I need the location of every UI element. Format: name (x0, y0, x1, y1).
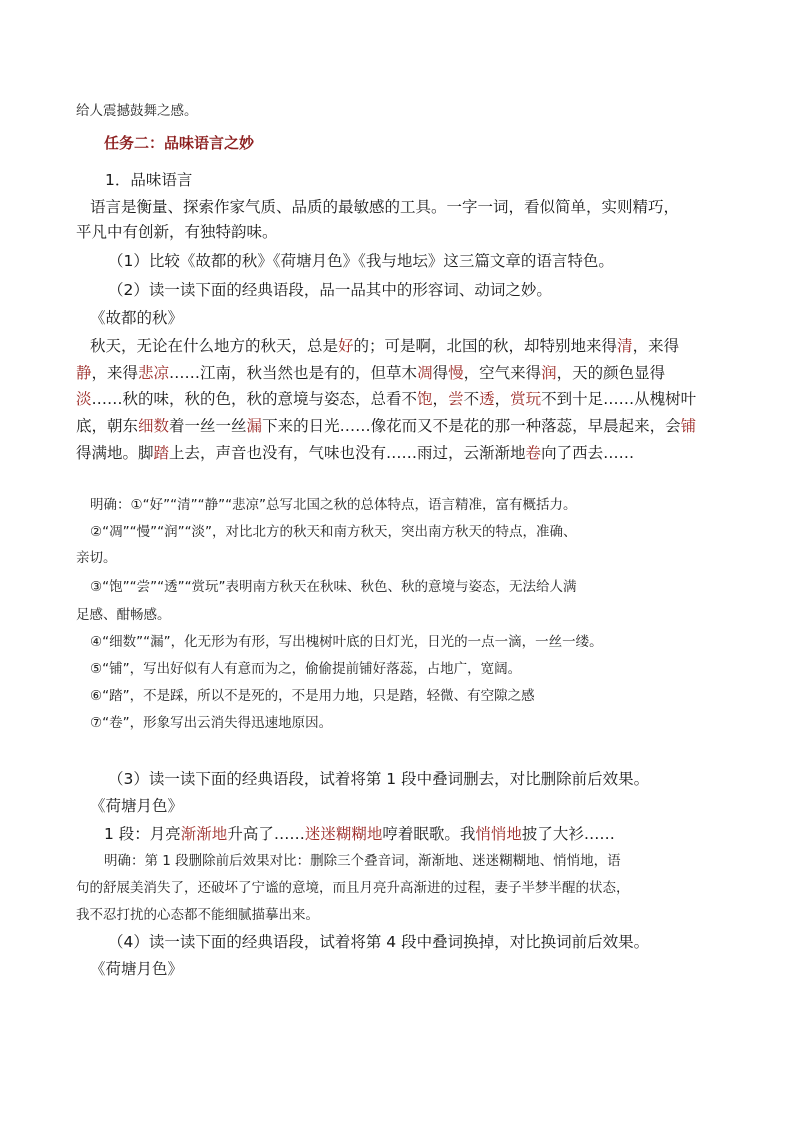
highlight-word: 透 (479, 390, 495, 408)
text: 底，朝东 (76, 417, 139, 435)
highlight-word: 悲凉 (138, 364, 170, 382)
highlight-word: 饱 (417, 390, 433, 408)
text: 上去，声音也没有，气味也没有……雨过，云渐渐地 (169, 444, 526, 462)
hetang-paragraph-1 (104, 824, 615, 844)
clarify-hetang-line-1: 明确：第 1 段删除前后效果对比：删除三个叠音词，渐渐地、迷迷糊糊地、悄悄地，语 (104, 853, 621, 869)
text: ，空气来得 (463, 364, 542, 382)
highlight-word: 润 (541, 364, 557, 382)
text: 秋天，无论在什么地方的秋天，总是 (90, 337, 339, 355)
gudu-line-2 (76, 363, 665, 383)
highlight-word: 漏 (246, 417, 263, 435)
text: 下来的日光……像花而又不是花的那一种落蕊，早晨起来，会 (262, 417, 681, 435)
clarify-hetang-line-2: 句的舒展美消失了，还破坏了宁谧的意境，而且月亮升高渐进的过程，妻子半梦半醒的状态， (76, 880, 630, 896)
highlight-word: 渐渐地 (180, 825, 228, 843)
text: ……江南，秋当然也是有的，但草木 (169, 364, 418, 382)
highlight-word: 清 (617, 337, 633, 355)
text: ，天的颜色显得 (556, 364, 666, 382)
text: ， (432, 390, 449, 408)
gudu-line-3 (76, 389, 696, 409)
clarify-2a: ②“凋”“慢”“润”“淡”，对比北方的秋天和南方秋天，突出南方秋天的特点，准确、 (90, 524, 577, 540)
text: 得满地。脚 (76, 444, 154, 462)
gudu-line-1 (90, 336, 679, 356)
highlight-word: 细数 (138, 417, 170, 435)
section-1-title: 1．品味语言 (105, 171, 193, 189)
clarify-2b: 亲切。 (76, 550, 117, 566)
highlight-word: 踏 (153, 444, 170, 462)
text: 升高了…… (227, 825, 305, 843)
text: 着一丝一丝 (169, 417, 247, 435)
question-4: （4）读一读下面的经典语段，试着将第 4 段中叠词换掉，对比换词前后效果。 (108, 933, 650, 951)
text: 不到十足……从槐树叶 (541, 390, 697, 408)
question-1: （1）比较《故都的秋》《荷塘月色》《我与地坛》这三篇文章的语言特色。 (108, 252, 614, 270)
highlight-word: 卷 (525, 444, 542, 462)
highlight-word: 铺 (680, 417, 697, 435)
task-title: 任务二：品味语言之妙 (104, 134, 255, 152)
highlight-word: 悄悄地 (475, 825, 522, 843)
text: 的；可是啊，北国的秋，却特别地来得 (353, 337, 618, 355)
question-3: （3）读一读下面的经典语段，试着将第 1 段中叠词删去，对比删除前后效果。 (108, 770, 650, 788)
text: 1 段：月亮 (104, 825, 181, 843)
intro-fragment: 给人震撼鼓舞之感。 (76, 103, 198, 119)
text: ……秋的味，秋的色，秋的意境与姿态，总看不 (91, 390, 418, 408)
question-2: （2）读一读下面的经典语段，品一品其中的形容词、动词之妙。 (108, 281, 552, 299)
source-title-gudu: 《故都的秋》 (90, 309, 184, 327)
section-1-para-line-1: 语言是衡量、探索作家气质、品质的最敏感的工具。一字一词，看似简单，实则精巧， (90, 198, 680, 216)
highlight-word: 凋 (417, 364, 433, 382)
highlight-word: 淡 (76, 390, 92, 408)
clarify-7: ⑦“卷”，形象写出云消失得迅速地原因。 (90, 715, 333, 731)
clarify-3b: 足感、酣畅感。 (76, 607, 171, 623)
clarify-hetang-line-3: 我不忍打扰的心态都不能细腻描摹出来。 (76, 907, 319, 923)
highlight-word: 尝 (448, 390, 464, 408)
gudu-line-5 (76, 443, 634, 463)
clarify-4: ④“细数”“漏”，化无形为有形，写出槐树叶底的日灯光，日光的一点一滴，一丝一缕。 (90, 634, 603, 650)
text: 哼着眠歌。我 (382, 825, 476, 843)
source-title-hetang-1: 《荷塘月色》 (90, 797, 184, 815)
highlight-word: 赏玩 (510, 390, 542, 408)
text: ， (494, 390, 511, 408)
text: 披了大衫…… (521, 825, 615, 843)
highlight-word: 慢 (448, 364, 464, 382)
source-title-hetang-2: 《荷塘月色》 (90, 960, 184, 978)
text: 得 (432, 364, 449, 382)
highlight-word: 好 (338, 337, 354, 355)
section-1-para-line-2: 平凡中有创新，有独特韵味。 (76, 223, 278, 241)
clarify-3a: ③“饱”“尝”“透”“赏玩”表明南方秋天在秋味、秋色、秋的意境与姿态，无法给人满 (90, 579, 577, 595)
clarify-1: 明确：①“好”“清”“静”“悲凉”总写北国之秋的总体特点，语言精准，富有概括力。 (90, 497, 577, 513)
text: ，来得 (632, 337, 680, 355)
text: 不 (463, 390, 480, 408)
text: ，来得 (91, 364, 139, 382)
gudu-line-4 (76, 416, 696, 436)
highlight-word: 静 (76, 364, 92, 382)
text: 向了西去…… (541, 444, 635, 462)
clarify-6: ⑥“踏”，不是踩，所以不是死的，不是用力地，只是踏，轻微、有空隙之感 (90, 688, 535, 704)
clarify-5: ⑤“铺”，写出好似有人有意而为之，偷偷提前铺好落蕊，占地广，宽阔。 (90, 661, 522, 677)
highlight-word: 迷迷糊糊地 (304, 825, 383, 843)
